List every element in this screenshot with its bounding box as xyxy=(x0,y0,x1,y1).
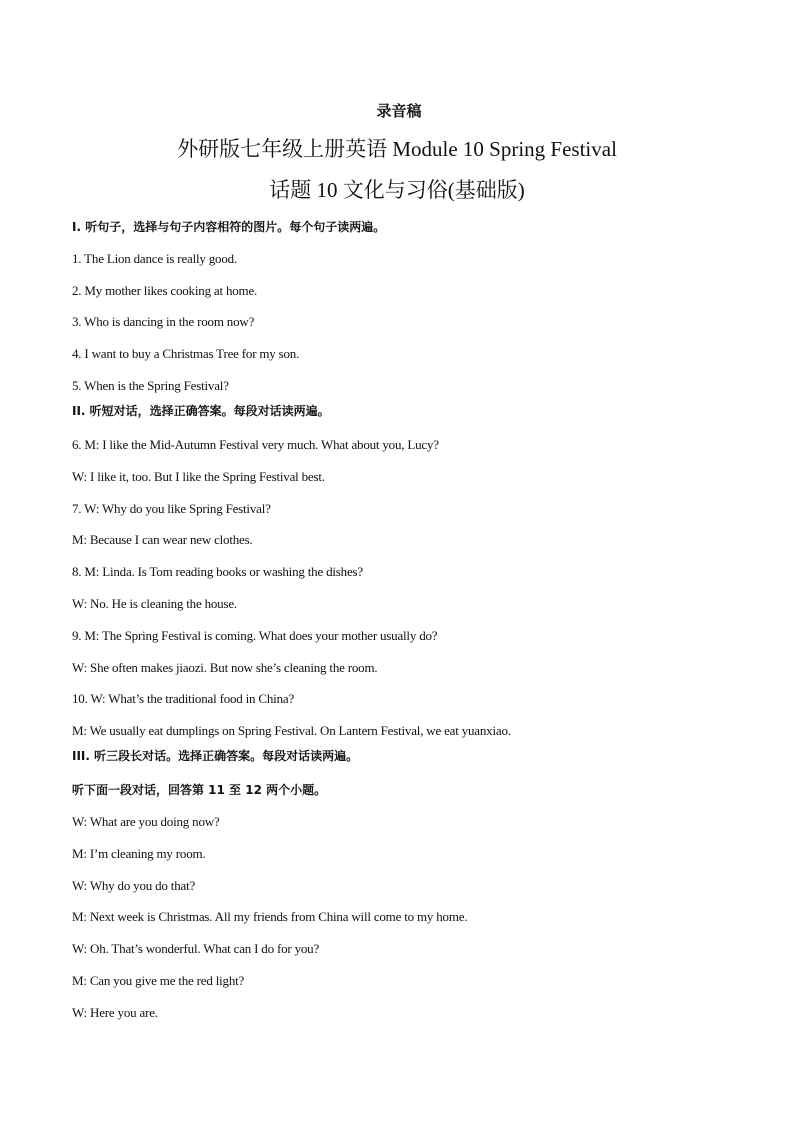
section-2-line: 6. M: I like the Mid-Autumn Festival very much. What about you, Lucy? xyxy=(72,437,439,452)
section-3-line: W: Why do you do that? xyxy=(72,878,196,893)
document-title: 外研版七年级上册英语 Module 10 Spring Festival xyxy=(177,137,617,161)
section-3-line: W: Here you are. xyxy=(72,1005,158,1020)
section-2-line: 7. W: Why do you like Spring Festival? xyxy=(72,501,271,516)
section-3-line: W: Oh. That’s wonderful. What can I do for you? xyxy=(72,941,320,956)
section-3-subheading: 听下面一段对话，回答第 11 至 12 两个小题。 xyxy=(72,783,327,797)
section-1-line: 1. The Lion dance is really good. xyxy=(72,251,238,266)
section-1-line: 4. I want to buy a Christmas Tree for my son. xyxy=(72,346,300,361)
section-2-line: W: I like it, too. But I like the Spring Festival best. xyxy=(72,469,325,484)
section-2-line: W: She often makes jiaozi. But now she’s cleaning the room. xyxy=(72,660,378,675)
section-2-line: 8. M: Linda. Is Tom reading books or washing the dishes? xyxy=(72,564,363,579)
section-2-line: 9. M: The Spring Festival is coming. What does your mother usually do? xyxy=(72,628,438,643)
section-1-line: 5. When is the Spring Festival? xyxy=(72,378,229,393)
section-2-line: W: No. He is cleaning the house. xyxy=(72,596,237,611)
transcript-label: 录音稿 xyxy=(376,102,422,120)
section-3-line: M: Next week is Christmas. All my friends from China will come to my home. xyxy=(72,909,468,924)
section-3-line: M: Can you give me the red light? xyxy=(72,973,245,988)
document-subtitle: 话题 10 文化与习俗(基础版) xyxy=(269,178,525,202)
section-3-line: M: I’m cleaning my room. xyxy=(72,846,206,861)
section-1-line: 2. My mother likes cooking at home. xyxy=(72,283,258,298)
section-3-line: W: What are you doing now? xyxy=(72,814,220,829)
section-1-line: 3. Who is dancing in the room now? xyxy=(72,314,255,329)
section-3-heading: III. 听三段长对话。选择正确答案。每段对话读两遍。 xyxy=(72,749,359,763)
section-2-heading: II. 听短对话，选择正确答案。每段对话读两遍。 xyxy=(72,404,330,418)
section-2-line: 10. W: What’s the traditional food in China? xyxy=(72,691,295,706)
section-1-heading: Ⅰ. 听句子，选择与句子内容相符的图片。每个句子读两遍。 xyxy=(72,220,386,234)
section-2-line: M: Because I can wear new clothes. xyxy=(72,532,253,547)
section-2-line: M: We usually eat dumplings on Spring Festival. On Lantern Festival, we eat yuanxiao. xyxy=(72,723,511,738)
